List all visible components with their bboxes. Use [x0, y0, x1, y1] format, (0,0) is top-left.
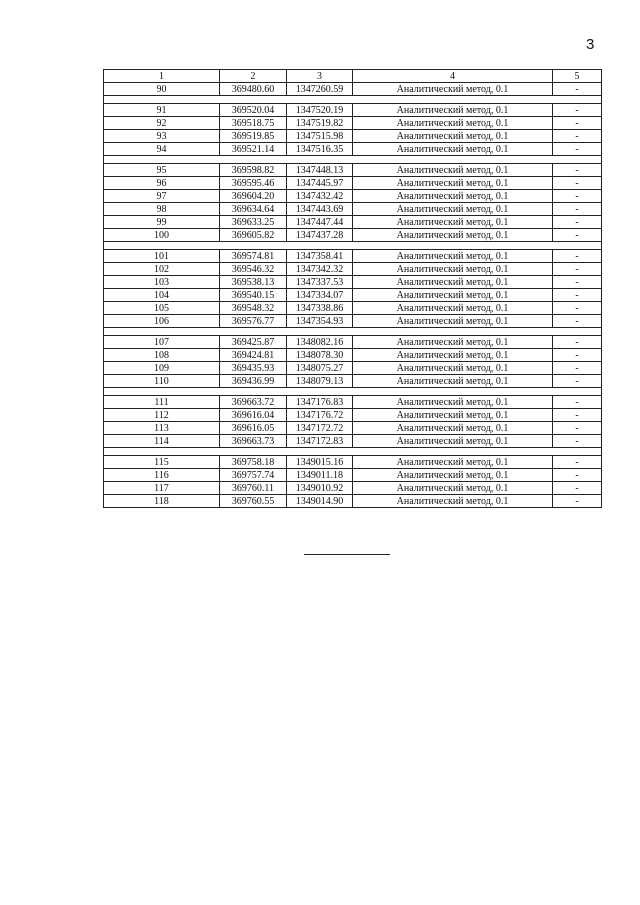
y-coordinate-cell: 1347260.59	[287, 83, 353, 96]
table-row	[104, 263, 602, 276]
note-cell: -	[553, 336, 602, 349]
note-cell: -	[553, 117, 602, 130]
method-cell: Аналитический метод, 0.1	[353, 289, 553, 302]
method-cell: Аналитический метод, 0.1	[353, 190, 553, 203]
table-row	[104, 130, 602, 143]
x-coordinate-cell: 369424.81	[220, 349, 287, 362]
table-row	[104, 315, 602, 328]
point-number-cell: 118	[104, 495, 220, 508]
point-number-cell: 97	[104, 190, 220, 203]
y-coordinate-cell: 1347338.86	[287, 302, 353, 315]
method-cell: Аналитический метод, 0.1	[353, 130, 553, 143]
spacer-cell	[104, 242, 602, 250]
column-header: 3	[287, 70, 353, 83]
y-coordinate-cell: 1349014.90	[287, 495, 353, 508]
table-row	[104, 456, 602, 469]
x-coordinate-cell: 369548.32	[220, 302, 287, 315]
spacer-cell	[104, 388, 602, 396]
note-cell: -	[553, 143, 602, 156]
method-cell: Аналитический метод, 0.1	[353, 177, 553, 190]
note-cell: -	[553, 435, 602, 448]
note-cell: -	[553, 229, 602, 242]
group-spacer-row	[104, 328, 602, 336]
point-number-cell: 98	[104, 203, 220, 216]
y-coordinate-cell: 1347443.69	[287, 203, 353, 216]
table-row	[104, 422, 602, 435]
y-coordinate-cell: 1348075.27	[287, 362, 353, 375]
spacer-cell	[104, 96, 602, 104]
x-coordinate-cell: 369576.77	[220, 315, 287, 328]
y-coordinate-cell: 1349015.16	[287, 456, 353, 469]
note-cell: -	[553, 164, 602, 177]
table-row	[104, 117, 602, 130]
y-coordinate-cell: 1348079.13	[287, 375, 353, 388]
x-coordinate-cell: 369436.99	[220, 375, 287, 388]
coordinates-table-body	[104, 70, 602, 508]
note-cell: -	[553, 456, 602, 469]
y-coordinate-cell: 1349010.92	[287, 482, 353, 495]
table-row	[104, 349, 602, 362]
table-header-row	[104, 70, 602, 83]
note-cell: -	[553, 203, 602, 216]
table-row	[104, 177, 602, 190]
table-row	[104, 203, 602, 216]
spacer-cell	[104, 448, 602, 456]
x-coordinate-cell: 369480.60	[220, 83, 287, 96]
y-coordinate-cell: 1347520.19	[287, 104, 353, 117]
point-number-cell: 109	[104, 362, 220, 375]
y-coordinate-cell: 1347447.44	[287, 216, 353, 229]
table-row	[104, 229, 602, 242]
point-number-cell: 93	[104, 130, 220, 143]
table-row	[104, 302, 602, 315]
x-coordinate-cell: 369758.18	[220, 456, 287, 469]
y-coordinate-cell: 1347334.07	[287, 289, 353, 302]
y-coordinate-cell: 1347337.53	[287, 276, 353, 289]
x-coordinate-cell: 369634.64	[220, 203, 287, 216]
method-cell: Аналитический метод, 0.1	[353, 315, 553, 328]
table-row	[104, 276, 602, 289]
x-coordinate-cell: 369616.04	[220, 409, 287, 422]
note-cell: -	[553, 409, 602, 422]
point-number-cell: 90	[104, 83, 220, 96]
table-row	[104, 336, 602, 349]
note-cell: -	[553, 362, 602, 375]
y-coordinate-cell: 1347176.83	[287, 396, 353, 409]
method-cell: Аналитический метод, 0.1	[353, 456, 553, 469]
x-coordinate-cell: 369538.13	[220, 276, 287, 289]
x-coordinate-cell: 369540.15	[220, 289, 287, 302]
method-cell: Аналитический метод, 0.1	[353, 143, 553, 156]
x-coordinate-cell: 369663.73	[220, 435, 287, 448]
method-cell: Аналитический метод, 0.1	[353, 203, 553, 216]
table-row	[104, 396, 602, 409]
column-header: 4	[353, 70, 553, 83]
table-row	[104, 164, 602, 177]
note-cell: -	[553, 250, 602, 263]
x-coordinate-cell: 369757.74	[220, 469, 287, 482]
note-cell: -	[553, 469, 602, 482]
coordinates-table	[103, 69, 602, 508]
group-spacer-row	[104, 96, 602, 104]
point-number-cell: 91	[104, 104, 220, 117]
note-cell: -	[553, 315, 602, 328]
column-header: 2	[220, 70, 287, 83]
method-cell: Аналитический метод, 0.1	[353, 362, 553, 375]
note-cell: -	[553, 216, 602, 229]
method-cell: Аналитический метод, 0.1	[353, 435, 553, 448]
table-row	[104, 250, 602, 263]
point-number-cell: 96	[104, 177, 220, 190]
x-coordinate-cell: 369605.82	[220, 229, 287, 242]
table-row	[104, 469, 602, 482]
note-cell: -	[553, 263, 602, 276]
point-number-cell: 92	[104, 117, 220, 130]
point-number-cell: 106	[104, 315, 220, 328]
table-row	[104, 289, 602, 302]
x-coordinate-cell: 369760.11	[220, 482, 287, 495]
column-header: 1	[104, 70, 220, 83]
method-cell: Аналитический метод, 0.1	[353, 375, 553, 388]
method-cell: Аналитический метод, 0.1	[353, 83, 553, 96]
x-coordinate-cell: 369616.05	[220, 422, 287, 435]
spacer-cell	[104, 156, 602, 164]
point-number-cell: 102	[104, 263, 220, 276]
y-coordinate-cell: 1348082.16	[287, 336, 353, 349]
x-coordinate-cell: 369519.85	[220, 130, 287, 143]
note-cell: -	[553, 83, 602, 96]
note-cell: -	[553, 190, 602, 203]
note-cell: -	[553, 130, 602, 143]
method-cell: Аналитический метод, 0.1	[353, 336, 553, 349]
note-cell: -	[553, 349, 602, 362]
point-number-cell: 110	[104, 375, 220, 388]
column-header: 5	[553, 70, 602, 83]
x-coordinate-cell: 369435.93	[220, 362, 287, 375]
table-row	[104, 216, 602, 229]
method-cell: Аналитический метод, 0.1	[353, 422, 553, 435]
group-spacer-row	[104, 156, 602, 164]
point-number-cell: 101	[104, 250, 220, 263]
method-cell: Аналитический метод, 0.1	[353, 216, 553, 229]
method-cell: Аналитический метод, 0.1	[353, 396, 553, 409]
table-row	[104, 435, 602, 448]
y-coordinate-cell: 1347448.13	[287, 164, 353, 177]
x-coordinate-cell: 369663.72	[220, 396, 287, 409]
point-number-cell: 94	[104, 143, 220, 156]
x-coordinate-cell: 369518.75	[220, 117, 287, 130]
note-cell: -	[553, 276, 602, 289]
point-number-cell: 112	[104, 409, 220, 422]
y-coordinate-cell: 1347515.98	[287, 130, 353, 143]
y-coordinate-cell: 1349011.18	[287, 469, 353, 482]
table-row	[104, 143, 602, 156]
note-cell: -	[553, 177, 602, 190]
y-coordinate-cell: 1347176.72	[287, 409, 353, 422]
method-cell: Аналитический метод, 0.1	[353, 164, 553, 177]
note-cell: -	[553, 396, 602, 409]
point-number-cell: 95	[104, 164, 220, 177]
table-row	[104, 104, 602, 117]
group-spacer-row	[104, 388, 602, 396]
end-of-document-line	[304, 554, 390, 555]
group-spacer-row	[104, 242, 602, 250]
point-number-cell: 105	[104, 302, 220, 315]
y-coordinate-cell: 1348078.30	[287, 349, 353, 362]
y-coordinate-cell: 1347172.72	[287, 422, 353, 435]
point-number-cell: 115	[104, 456, 220, 469]
x-coordinate-cell: 369546.32	[220, 263, 287, 276]
y-coordinate-cell: 1347519.82	[287, 117, 353, 130]
method-cell: Аналитический метод, 0.1	[353, 263, 553, 276]
spacer-cell	[104, 328, 602, 336]
note-cell: -	[553, 422, 602, 435]
x-coordinate-cell: 369520.04	[220, 104, 287, 117]
method-cell: Аналитический метод, 0.1	[353, 302, 553, 315]
note-cell: -	[553, 302, 602, 315]
point-number-cell: 116	[104, 469, 220, 482]
table-row	[104, 409, 602, 422]
point-number-cell: 100	[104, 229, 220, 242]
table-row	[104, 190, 602, 203]
note-cell: -	[553, 104, 602, 117]
page-number: 3	[586, 36, 595, 53]
y-coordinate-cell: 1347516.35	[287, 143, 353, 156]
note-cell: -	[553, 495, 602, 508]
note-cell: -	[553, 289, 602, 302]
method-cell: Аналитический метод, 0.1	[353, 469, 553, 482]
x-coordinate-cell: 369633.25	[220, 216, 287, 229]
method-cell: Аналитический метод, 0.1	[353, 117, 553, 130]
group-spacer-row	[104, 448, 602, 456]
table-row	[104, 482, 602, 495]
method-cell: Аналитический метод, 0.1	[353, 409, 553, 422]
point-number-cell: 107	[104, 336, 220, 349]
y-coordinate-cell: 1347445.97	[287, 177, 353, 190]
point-number-cell: 108	[104, 349, 220, 362]
y-coordinate-cell: 1347358.41	[287, 250, 353, 263]
method-cell: Аналитический метод, 0.1	[353, 349, 553, 362]
table-row	[104, 83, 602, 96]
x-coordinate-cell: 369595.46	[220, 177, 287, 190]
point-number-cell: 99	[104, 216, 220, 229]
point-number-cell: 111	[104, 396, 220, 409]
point-number-cell: 103	[104, 276, 220, 289]
table-row	[104, 495, 602, 508]
y-coordinate-cell: 1347354.93	[287, 315, 353, 328]
x-coordinate-cell: 369574.81	[220, 250, 287, 263]
x-coordinate-cell: 369598.82	[220, 164, 287, 177]
table-row	[104, 362, 602, 375]
method-cell: Аналитический метод, 0.1	[353, 495, 553, 508]
note-cell: -	[553, 482, 602, 495]
y-coordinate-cell: 1347342.32	[287, 263, 353, 276]
method-cell: Аналитический метод, 0.1	[353, 229, 553, 242]
method-cell: Аналитический метод, 0.1	[353, 250, 553, 263]
note-cell: -	[553, 375, 602, 388]
point-number-cell: 104	[104, 289, 220, 302]
point-number-cell: 117	[104, 482, 220, 495]
method-cell: Аналитический метод, 0.1	[353, 276, 553, 289]
x-coordinate-cell: 369521.14	[220, 143, 287, 156]
y-coordinate-cell: 1347432.42	[287, 190, 353, 203]
y-coordinate-cell: 1347437.28	[287, 229, 353, 242]
y-coordinate-cell: 1347172.83	[287, 435, 353, 448]
point-number-cell: 114	[104, 435, 220, 448]
table-row	[104, 375, 602, 388]
x-coordinate-cell: 369604.20	[220, 190, 287, 203]
method-cell: Аналитический метод, 0.1	[353, 482, 553, 495]
x-coordinate-cell: 369425.87	[220, 336, 287, 349]
point-number-cell: 113	[104, 422, 220, 435]
method-cell: Аналитический метод, 0.1	[353, 104, 553, 117]
x-coordinate-cell: 369760.55	[220, 495, 287, 508]
